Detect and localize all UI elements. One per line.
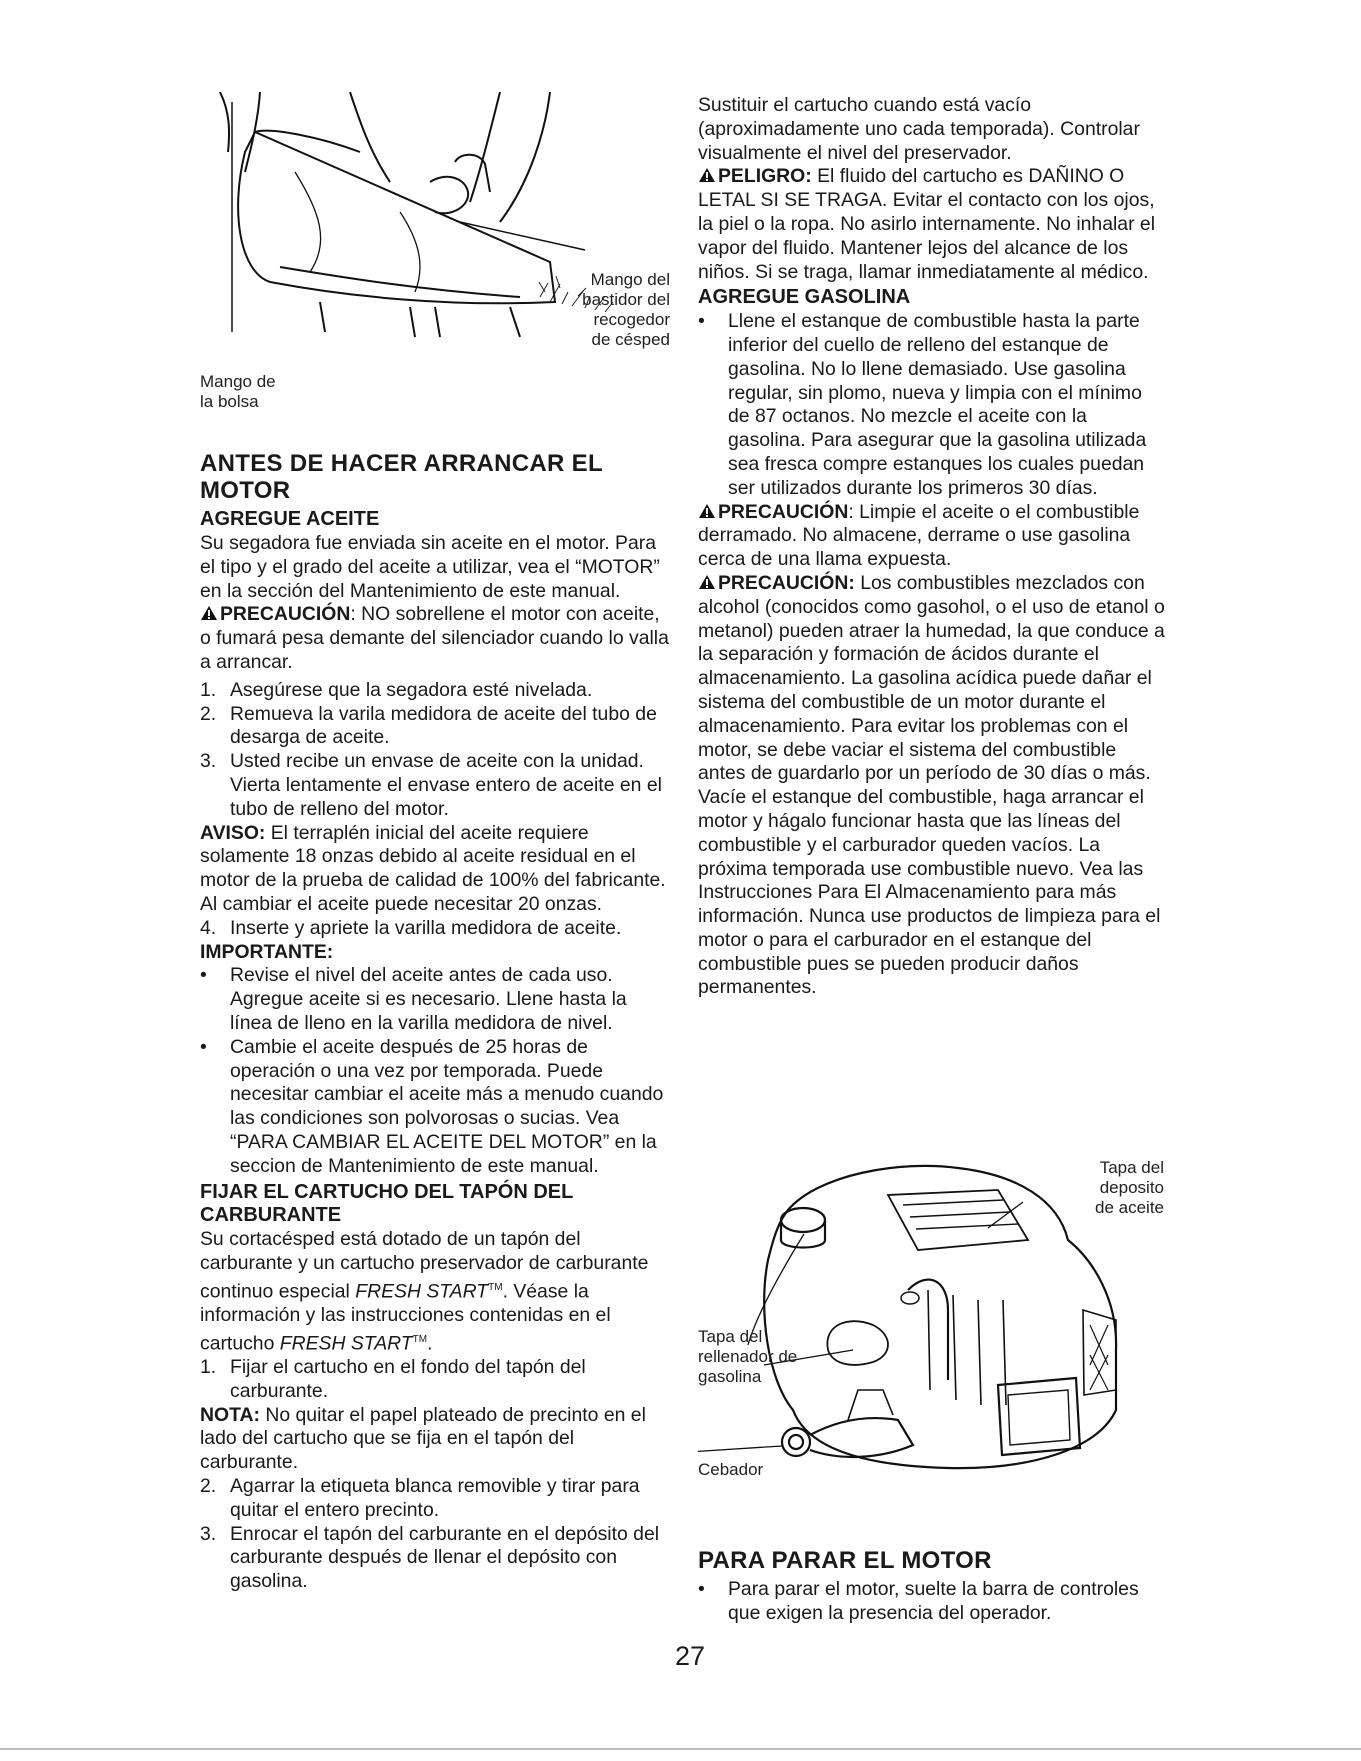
- heading-fijar-cartucho: [200, 1181, 670, 1229]
- bullet: •: [200, 1035, 207, 1058]
- oil-steps: [200, 679, 670, 822]
- peligro-label: PELIGRO:: [718, 165, 812, 188]
- oil-intro: Su segadora fue enviada sin aceite en el motor. Para el tipo y el grado del aceite a utilizar, vea el “MOTOR” en la sección del Mantenimiento de este manual.: [200, 532, 660, 602]
- caption-line: recogedor: [593, 310, 670, 329]
- trademark: TM: [488, 1281, 503, 1293]
- list-item: [200, 1036, 670, 1179]
- gasolina-list: [698, 310, 1168, 500]
- heading-line: FIJAR EL CARTUCHO DEL TAPÓN DEL: [200, 1180, 574, 1203]
- heading-line: MOTOR: [200, 477, 291, 504]
- list-item: [698, 1578, 1168, 1626]
- step-text: Fijar el cartucho en el fondo del tapón del carburante.: [230, 1356, 586, 1402]
- list-item: [200, 964, 670, 1035]
- bottom-rule: [0, 1748, 1361, 1750]
- nota-label: NOTA:: [200, 1403, 260, 1426]
- oil-step-4: [200, 917, 670, 941]
- text-run: Su cortacésped está dotado de un tapón del carburante y un cartucho preservador de carburante continuo especial: [200, 1228, 649, 1303]
- item-text: Revise el nivel del aceite antes de cada uso. Agregue aceite si es necesario. Llene hasta la línea de lleno en la varilla medidora de nivel.: [230, 964, 627, 1034]
- step-text: Usted recibe un envase de aceite con la unidad. Vierta lentamente el envase entero de aceite en el tubo de relleno del motor.: [230, 750, 662, 820]
- caution-spill: [698, 501, 1168, 572]
- caution-label: PRECAUCIÓN: [220, 603, 351, 626]
- replace-cartridge: Sustituir el cartucho cuando está vacío (aproximadamente uno cada temporada). Controlar visualmente el nivel del preservador.: [698, 94, 1140, 164]
- left-body: [200, 532, 670, 1594]
- list-item: [200, 1356, 670, 1404]
- caption-line: rellenador de: [698, 1347, 798, 1366]
- bullet: •: [698, 310, 705, 333]
- step-number: 3.: [200, 1522, 217, 1545]
- brand-name: FRESH START: [355, 1280, 489, 1303]
- text-run: .: [427, 1332, 433, 1355]
- list-item: [200, 703, 670, 751]
- caption-bag-handle: [200, 372, 320, 412]
- caption-line: gasolina: [698, 1367, 762, 1386]
- cartucho-intro: [200, 1228, 670, 1356]
- heading-para-parar: PARA PARAR EL MOTOR: [698, 1547, 992, 1574]
- heading-agregue-gasolina: AGREGUE GASOLINA: [698, 286, 911, 309]
- caption-line: Tapa del: [698, 1327, 763, 1346]
- bullet: •: [200, 964, 207, 987]
- bullet: •: [698, 1578, 705, 1600]
- item-text: Cambie el aceite después de 25 horas de operación o una vez por temporada. Puede necesitar cambiar el aceite más a menudo cuando las condiciones son polvorosas o sucias. Vea “PARA CAMBIAR EL ACEITE DEL MOTOR” en la seccion de Mantenimiento de este manual.: [230, 1035, 664, 1177]
- importante-label: IMPORTANTE:: [200, 940, 334, 963]
- aviso-note: [200, 822, 670, 917]
- caution-text: Los combustibles mezclados con alcohol (conocidos como gasohol, o el uso de etanol o metanol) pueden atraer la humedad, la que conduce a la separación y formación de ácidos durante el almacenamiento. La gasolina acídica puede dañar el sistema del combustible de un motor durante el almacenamiento. Para evitar los problemas con el motor, se debe vaciar el sistema del combustible antes de guardarlo por un período de 30 días o más. Vacíe el estanque del combustible, haga arrancar el motor y hágalo funcionar hasta que las líneas del combustible y el carburador queden vacíos. La próxima temporada use combustible nuevo. Vea las Instrucciones Para El Almacenamiento para más información. Nunca use productos de limpieza para el motor o para el carburador en el estanque del combustible pues se pueden producir daños permanentes.: [698, 571, 1165, 999]
- caution-text: : Limpie el aceite o el combustible derramado. No almacene, derrame o use gasolina cerca de una llama expuesta.: [698, 500, 1140, 571]
- list-item: [200, 1475, 670, 1523]
- importante-list: [200, 964, 670, 1178]
- item-text: Llene el estanque de combustible hasta la parte inferior del cuello de relleno del estanque de gasolina. No lo llene demasiado. Use gasolina regular, sin plomo, nueva y limpia con el mínimo de 87 octanos. No mezcle el aceite con la gasolina. Para asegurar que la gasolina utilizada sea fresca compre estanques los cuales puedan ser utilizados durante los primeros 30 días.: [728, 310, 1147, 499]
- aviso-label: AVISO:: [200, 821, 266, 844]
- stop-section: [698, 1578, 1168, 1626]
- warning-triangle-icon: [200, 605, 218, 621]
- caution-overfill: [200, 603, 670, 674]
- nota-text: No quitar el papel plateado de precinto en el lado del cartucho que se fija en el tapón del carburante.: [200, 1403, 646, 1474]
- step-number: 1.: [200, 1356, 217, 1379]
- caution-alcohol: [698, 572, 1168, 1000]
- right-body: [698, 94, 1168, 1000]
- caution-label: PRECAUCIÓN: [718, 500, 849, 523]
- caption-line: Mango del: [590, 270, 670, 289]
- nota-note: [200, 1404, 670, 1475]
- list-item: [200, 679, 670, 703]
- caption-line: Tapa del: [1099, 1158, 1164, 1177]
- trademark: TM: [412, 1333, 428, 1345]
- caption-fuel-cap: [698, 1327, 838, 1387]
- heading-agregue-aceite: AGREGUE ACEITE: [200, 508, 380, 530]
- heading-antes-de-arrancar: [200, 450, 680, 504]
- caption-line: de aceite: [1095, 1198, 1164, 1217]
- aviso-text: El terraplén inicial del aceite requiere solamente 18 onzas debido al aceite residual en el motor de la prueba de calidad de 100% del fabricante. Al cambiar el aceite puede necesitar 20 onzas.: [200, 821, 666, 915]
- caution-label: PRECAUCIÓN:: [718, 571, 855, 594]
- item-text: Para parar el motor, suelte la barra de controles que exigen la presencia del operador.: [728, 1578, 1139, 1624]
- step-text: Inserte y apriete la varilla medidora de aceite.: [230, 916, 622, 939]
- caption-frame-handle: [560, 270, 670, 350]
- warning-triangle-icon: [698, 574, 716, 590]
- page-number: 27: [674, 1641, 706, 1671]
- heading-line: CARBURANTE: [200, 1204, 342, 1227]
- caption-line: de césped: [591, 330, 670, 349]
- text-run: . Véase la información y las instrucciones contenidas en el cartucho: [200, 1280, 611, 1355]
- step-number: 3.: [200, 750, 217, 773]
- step-number: 1.: [200, 678, 217, 701]
- step-text: Remueva la varila medidora de aceite del tubo de desarga de aceite.: [230, 702, 657, 749]
- caption-primer: Cebador: [698, 1460, 764, 1479]
- peligro-text: El fluido del cartucho es DAÑINO O LETAL SI SE TRAGA. Evitar el contacto con los ojos, la piel o la ropa. No asirlo internamente. No inhalar el vapor del fluido. Mantener lejos del alcance de los niños. Si se traga, llamar inmediatamente al médico.: [698, 165, 1156, 283]
- step-text: Agarrar la etiqueta blanca removible y tirar para quitar el entero precinto.: [230, 1475, 640, 1521]
- brand-name: FRESH START: [279, 1332, 413, 1355]
- cartucho-steps: [200, 1475, 670, 1594]
- caption-line: la bolsa: [200, 392, 259, 411]
- list-item: [200, 1523, 670, 1594]
- step-text: Asegúrese que la segadora esté nivelada.: [230, 678, 593, 701]
- heading-line: ANTES DE HACER ARRANCAR EL: [200, 450, 603, 477]
- list-item: [200, 750, 670, 821]
- caption-oil-cap: [1050, 1158, 1164, 1218]
- list-item: [200, 917, 670, 941]
- step-number: 2.: [200, 1475, 217, 1498]
- cartucho-step-1: [200, 1356, 670, 1404]
- step-number: 4.: [200, 916, 217, 939]
- peligro-warning: [698, 165, 1168, 284]
- list-item: [698, 310, 1168, 500]
- caption-line: bastidor del: [582, 290, 670, 309]
- warning-triangle-icon: [698, 167, 716, 183]
- step-text: Enrocar el tapón del carburante en el depósito del carburante después de llenar el depósito con gasolina.: [230, 1522, 660, 1593]
- caption-line: deposito: [1099, 1178, 1164, 1197]
- step-number: 2.: [200, 702, 217, 725]
- caution-text: : NO sobrellene el motor con aceite, o fumará pesa demante del silenciador cuando lo valla a arrancar.: [200, 603, 669, 673]
- caption-line: Mango de: [200, 372, 276, 391]
- stop-list: [698, 1578, 1168, 1626]
- warning-triangle-icon: [698, 503, 716, 519]
